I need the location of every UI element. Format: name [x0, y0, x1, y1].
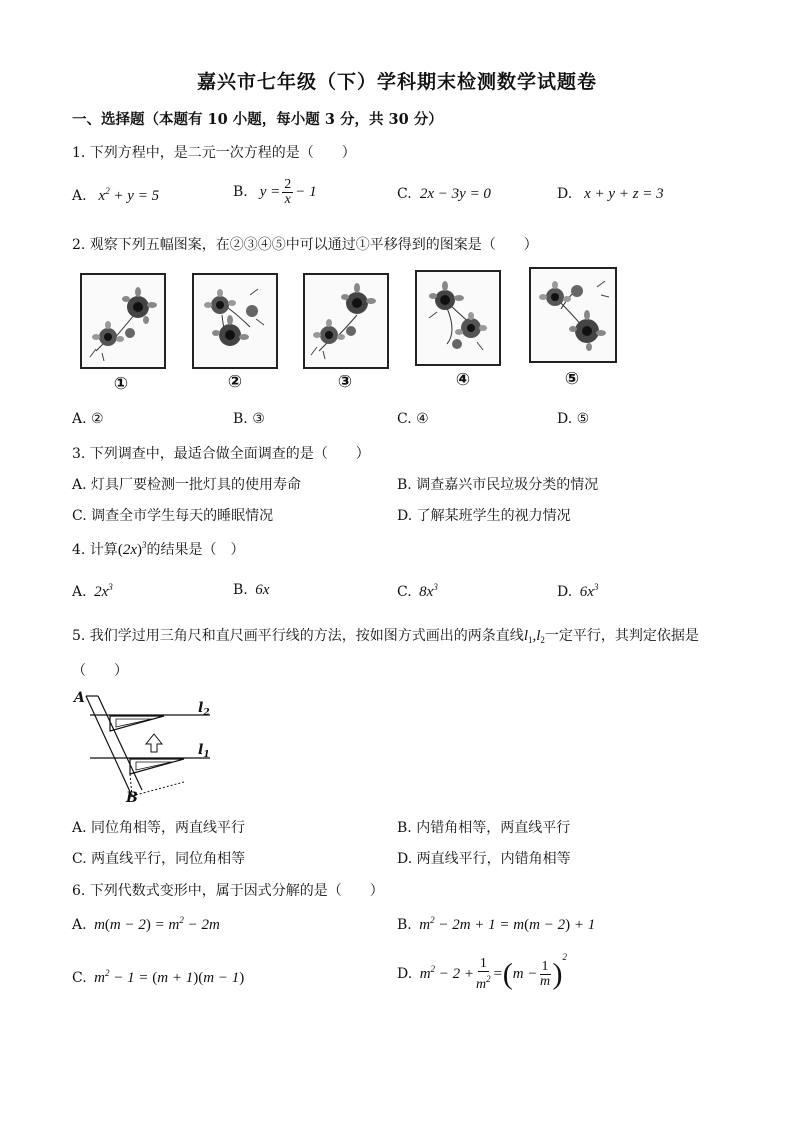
- q1-option-d: [557, 186, 664, 203]
- line-label-subscript: 2: [203, 708, 210, 718]
- q1-option-a: [72, 186, 159, 205]
- question-2-stem: 2. 观察下列五幅图案，在②③④⑤中可以通过①平移得到的图案是（ ）: [72, 237, 538, 253]
- q4-option-b: [233, 582, 269, 599]
- q5-option-a: A. 同位角相等，两直线平行: [72, 820, 246, 836]
- math-expression: $x^2 + y = 5$: [91, 186, 160, 204]
- line-l2-label: [198, 700, 210, 718]
- math-expression: y = $\frac{2}{x}$ − 1: [252, 177, 317, 207]
- math-expression: $l_1,l_2$: [523, 628, 545, 645]
- math-expression: $(2x)^3$: [117, 540, 147, 558]
- question-5-stem: [72, 625, 699, 645]
- q3-option-c: C. 调查全市学生每天的睡眠情况: [72, 508, 274, 524]
- option-label: A.: [72, 188, 87, 204]
- line-label-subscript: 1: [203, 750, 210, 760]
- q6-option-d: [397, 952, 567, 992]
- q6-option-a: [72, 915, 220, 934]
- q1-option-b: [233, 178, 317, 207]
- pattern-label-5: ⑤: [564, 369, 580, 389]
- question-3-stem: 3. 下列调查中，最适合做全面调查的是（ ）: [72, 446, 370, 462]
- option-label: D.: [557, 186, 573, 202]
- stem-text: 5. 我们学过用三角尺和直尺画平行线的方法，按如图方式画出的两条直线: [72, 628, 524, 644]
- math-expression: $m(m - 2) = m^2 - 2m$: [86, 915, 220, 933]
- math-expression: 6x: [247, 582, 270, 598]
- question-4-stem: [72, 539, 244, 559]
- option-label: B.: [233, 582, 248, 598]
- q2-option-b: B. ③: [233, 411, 265, 427]
- q3-option-b: B. 调查嘉兴市民垃圾分类的情况: [397, 477, 599, 493]
- math-expression: $m^2 - 2$ + $\frac{1}{m^2}$ =(m − $\frac{1}{m}$ )$^2$: [412, 952, 567, 993]
- paper-title: 嘉兴市七年级（下）学科期末检测数学试题卷: [196, 71, 597, 93]
- stem-text: 的结果是（ ）: [146, 542, 245, 558]
- point-b-label: B: [126, 790, 138, 806]
- q2-option-c: C. ④: [397, 411, 429, 427]
- q4-option-c: [397, 582, 438, 601]
- stem-text: 4. 计算: [72, 542, 118, 558]
- sunflower-pattern-5: [529, 267, 617, 363]
- pattern-label-1: ①: [113, 374, 129, 394]
- question-6-stem: 6. 下列代数式变形中，属于因式分解的是（ ）: [72, 883, 384, 899]
- option-label: A.: [72, 584, 87, 600]
- line-label-letter: l: [198, 700, 204, 716]
- q5-option-b: B. 内错角相等，两直线平行: [397, 820, 571, 836]
- q5-option-d: D. 两直线平行，内错角相等: [397, 851, 571, 867]
- section-heading: 一、选择题（本题有 10 小题，每小题 3 分，共 30 分）: [72, 111, 443, 128]
- line-label-letter: l: [198, 742, 204, 758]
- math-expression: x + y + z = 3: [576, 186, 664, 202]
- pattern-label-2: ②: [227, 372, 243, 392]
- sunflower-pattern-1: [80, 273, 166, 369]
- q4-option-d: [557, 582, 598, 601]
- sunflower-pattern-4: [415, 270, 501, 366]
- q5-option-c: C. 两直线平行，同位角相等: [72, 851, 246, 867]
- option-label: C.: [72, 970, 87, 986]
- option-label: B.: [233, 183, 248, 200]
- math-expression: 2x − 3y = 0: [416, 186, 491, 202]
- ruler-triangle-diagram: [72, 690, 222, 810]
- q6-option-b: [397, 915, 595, 934]
- question-1-stem: 1. 下列方程中，是二元一次方程的是（ ）: [72, 145, 356, 161]
- point-a-label: A: [74, 690, 85, 706]
- q1-option-c: [397, 186, 491, 203]
- option-label: C.: [397, 186, 412, 202]
- stem-text: 一定平行，其判定依据是: [544, 628, 699, 644]
- q2-option-d: D. ⑤: [557, 411, 590, 427]
- option-label: C.: [397, 584, 412, 600]
- question-5-paren: （ ）: [72, 663, 128, 679]
- option-label: D.: [557, 584, 573, 600]
- math-expression: $6x^3$: [572, 582, 599, 600]
- pattern-label-3: ③: [337, 372, 353, 392]
- math-expression: $m^2 - 1 = (m + 1)(m - 1)$: [86, 968, 245, 986]
- math-expression: $8x^3$: [411, 582, 438, 600]
- q3-option-a: A. 灯具厂要检测一批灯具的使用寿命: [72, 477, 302, 493]
- pattern-label-4: ④: [455, 370, 471, 390]
- q2-option-a: A. ②: [72, 411, 104, 427]
- q3-option-d: D. 了解某班学生的视力情况: [397, 508, 571, 524]
- option-label: D.: [397, 966, 413, 982]
- q6-option-c: [72, 968, 244, 987]
- math-expression: $m^2 - 2m + 1 = m(m - 2) + 1$: [411, 915, 596, 933]
- option-label: B.: [397, 917, 412, 933]
- option-label: A.: [72, 917, 87, 933]
- q4-option-a: [72, 582, 113, 601]
- sunflower-pattern-3: [303, 273, 389, 369]
- sunflower-pattern-2: [192, 273, 278, 369]
- math-expression: $2x^3$: [86, 582, 113, 600]
- line-l1-label: [198, 742, 210, 760]
